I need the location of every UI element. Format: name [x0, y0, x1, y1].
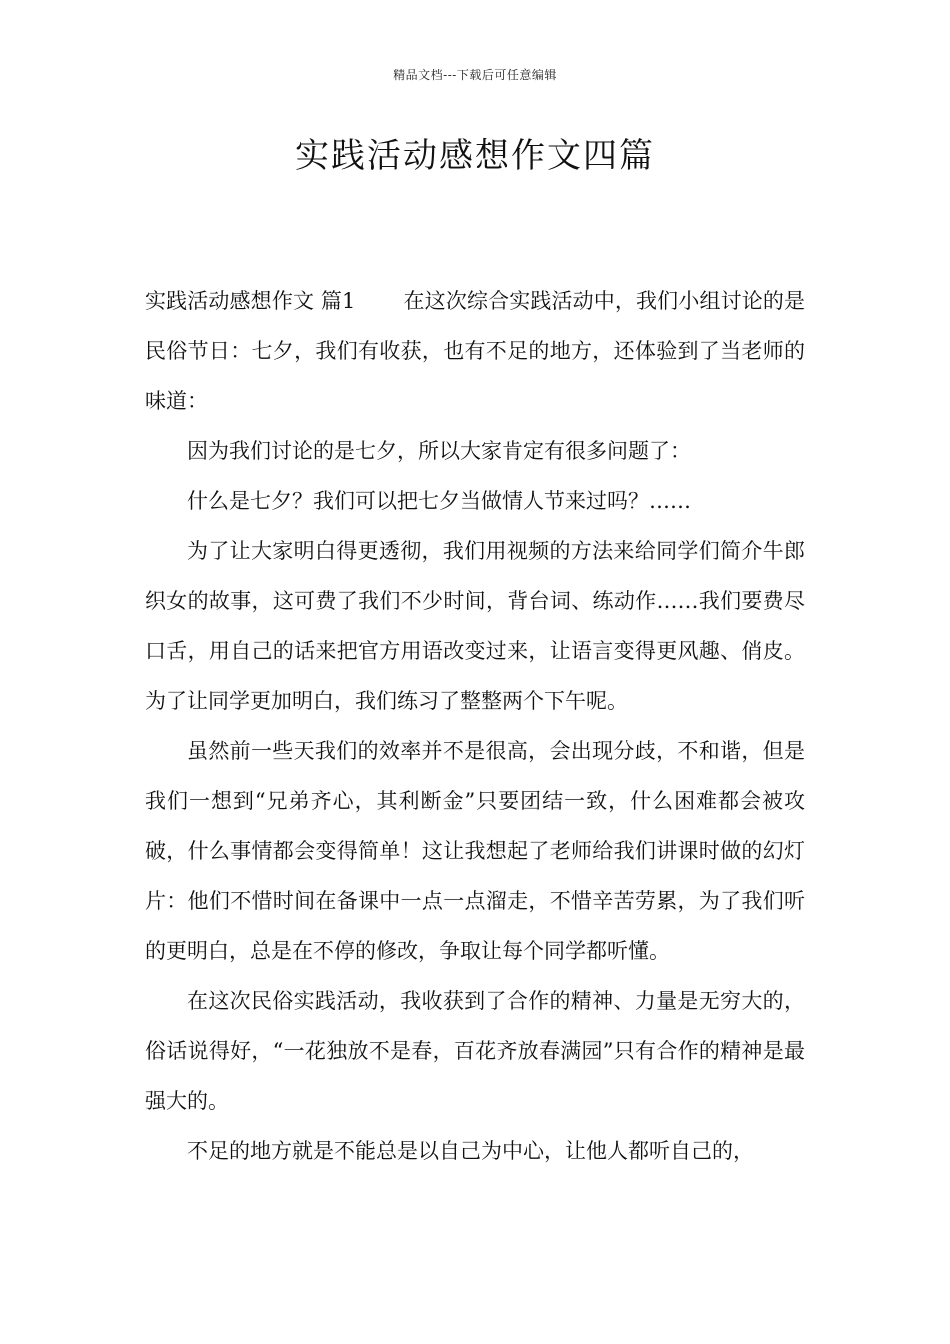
paragraph-4: 为了让大家明白得更透彻，我们用视频的方法来给同学们简介牛郎织女的故事，这可费了我们不少时间，背台词、练动作……我们要费尽口舌，用自己的话来把官方用语改变过来，让语言变得更风趣、俏皮。为了让同学更加明白，我们练习了整整两个下午呢。 [145, 539, 805, 713]
paragraph-1 [145, 276, 805, 426]
document-title: 实践活动感想作文四篇 [295, 136, 655, 176]
header-note: 精品文档---下载后可任意编辑 [393, 68, 557, 82]
paragraph-6: 在这次民俗实践活动，我收获到了合作的精神、力量是无穷大的，俗话说得好，“一花独放不是春，百花齐放春满园”只有合作的精神是最强大的。 [145, 989, 805, 1113]
paragraph-1-text: 在这次综合实践活动中，我们小组讨论的是民俗节日：七夕，我们有收获，也有不足的地方，还体验到了当老师的味道： [145, 289, 805, 413]
document-body [145, 276, 805, 1176]
paragraph-7: 不足的地方就是不能总是以自己为中心，让他人都听自己的， [187, 1139, 754, 1163]
paragraph-2: 因为我们讨论的是七夕，所以大家肯定有很多问题了： [187, 439, 691, 463]
essay-heading: 实践活动感想作文 篇1 [145, 289, 356, 313]
paragraph-5: 虽然前一些天我们的效率并不是很高，会出现分歧，不和谐，但是我们一想到“兄弟齐心，其利断金”只要团结一致，什么困难都会被攻破，什么事情都会变得简单！这让我想起了老师给我们讲课时做的幻灯片：他们不惜时间在备课中一点一点溜走，不惜辛苦劳累，为了我们听的更明白，总是在不停的修改，争取让每个同学都听懂。 [145, 739, 805, 963]
paragraph-3: 什么是七夕？我们可以把七夕当做情人节来过吗？…… [187, 489, 691, 513]
